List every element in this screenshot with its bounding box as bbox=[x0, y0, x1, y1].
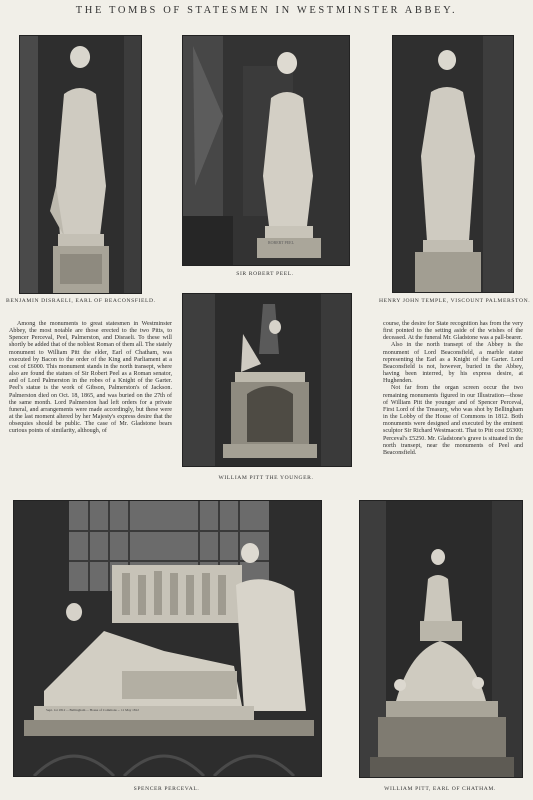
peel-plinth-inscription: ROBERT PEEL bbox=[268, 240, 295, 245]
caption-perceval: SPENCER PERCEVAL. bbox=[133, 786, 200, 792]
article-paragraph: Also in the north transept of the Abbey is the monument of Lord Beaconsfield, a marble statue representing the Earl as a Knight of the Garter. Lord Beaconsfield is not, however, buried in the Abbey, having been interred, by his express desire, at Hughenden. bbox=[383, 342, 523, 385]
caption-beaconsfield: BENJAMIN DISRAELI, EARL OF BEACONSFIELD. bbox=[6, 298, 156, 304]
article-paragraph: Not far from the organ screen occur the two remaining monuments figured in our Illustration—those of William Pitt the younger and of Spencer Perceval, First Lord of the Treasury, who was shot by Bellingham in the Lobby of the House of Commons in 1812. Both monuments were designed and executed by the eminent sculptor Sir Richard Westmacott. That to Pitt cost £6300; Perceval's £5250. Mr. Gladstone's grave is situated in the north transept, near the monuments of Peel and Beaconsfield. bbox=[383, 385, 523, 456]
article-paragraph: course, the desire for State recognition has from the very first pointed to the setting aside of the wishes of the deceased. At the funeral Mr. Gladstone was a pall-bearer. bbox=[383, 321, 523, 342]
article-right-column bbox=[383, 321, 523, 457]
perceval-base-inscription: Sept. 1st 1812 ... Bellingham ... House of Commons ... 11 May 1812 bbox=[46, 708, 139, 712]
photo-palmerston bbox=[392, 35, 514, 293]
photo-pitt-younger bbox=[182, 293, 352, 467]
article-left-column bbox=[9, 321, 172, 436]
page-heading: THE TOMBS OF STATESMEN IN WESTMINSTER ABBEY. bbox=[75, 5, 458, 16]
caption-peel: SIR ROBERT PEEL. bbox=[236, 271, 294, 277]
photo-perceval bbox=[13, 500, 322, 777]
caption-chatham: WILLIAM PITT, EARL OF CHATHAM. bbox=[384, 786, 496, 792]
caption-pitt-younger: WILLIAM PITT THE YOUNGER. bbox=[218, 475, 314, 481]
photo-peel bbox=[182, 35, 350, 266]
photo-chatham bbox=[359, 500, 523, 778]
article-paragraph: Among the monuments to great statesmen in Westminster Abbey, the most notable are those erected to the two Pitts, to Spencer Perceval, Peel, Palmerston, and Disraeli. To these will shortly be added that of the noblest Roman of them all. The stately monument to William Pitt the elder, Earl of Chatham, was executed by Bacon to the order of the King and Parliament at a cost of £6000. This monument stands in the north transept, where also are found the statues of Sir Robert Peel as a Roman senator, and of Lord Palmerston in the robes of a Knight of the Garter. Peel's statue is the work of Gibson, Palmerston's of Jackson. Palmerston died on Oct. 18, 1865, and was buried on the 27th of the same month. Lord Palmerston had left orders for a private funeral, and arrangements were made accordingly, but these were at the last moment altered by her Majesty's express desire that the obsequies should be public. The case of Mr. Gladstone bears curious points of similarity, although, of bbox=[9, 321, 172, 435]
caption-palmerston: HENRY JOHN TEMPLE, VISCOUNT PALMERSTON. bbox=[379, 298, 531, 304]
photo-beaconsfield bbox=[19, 35, 142, 294]
